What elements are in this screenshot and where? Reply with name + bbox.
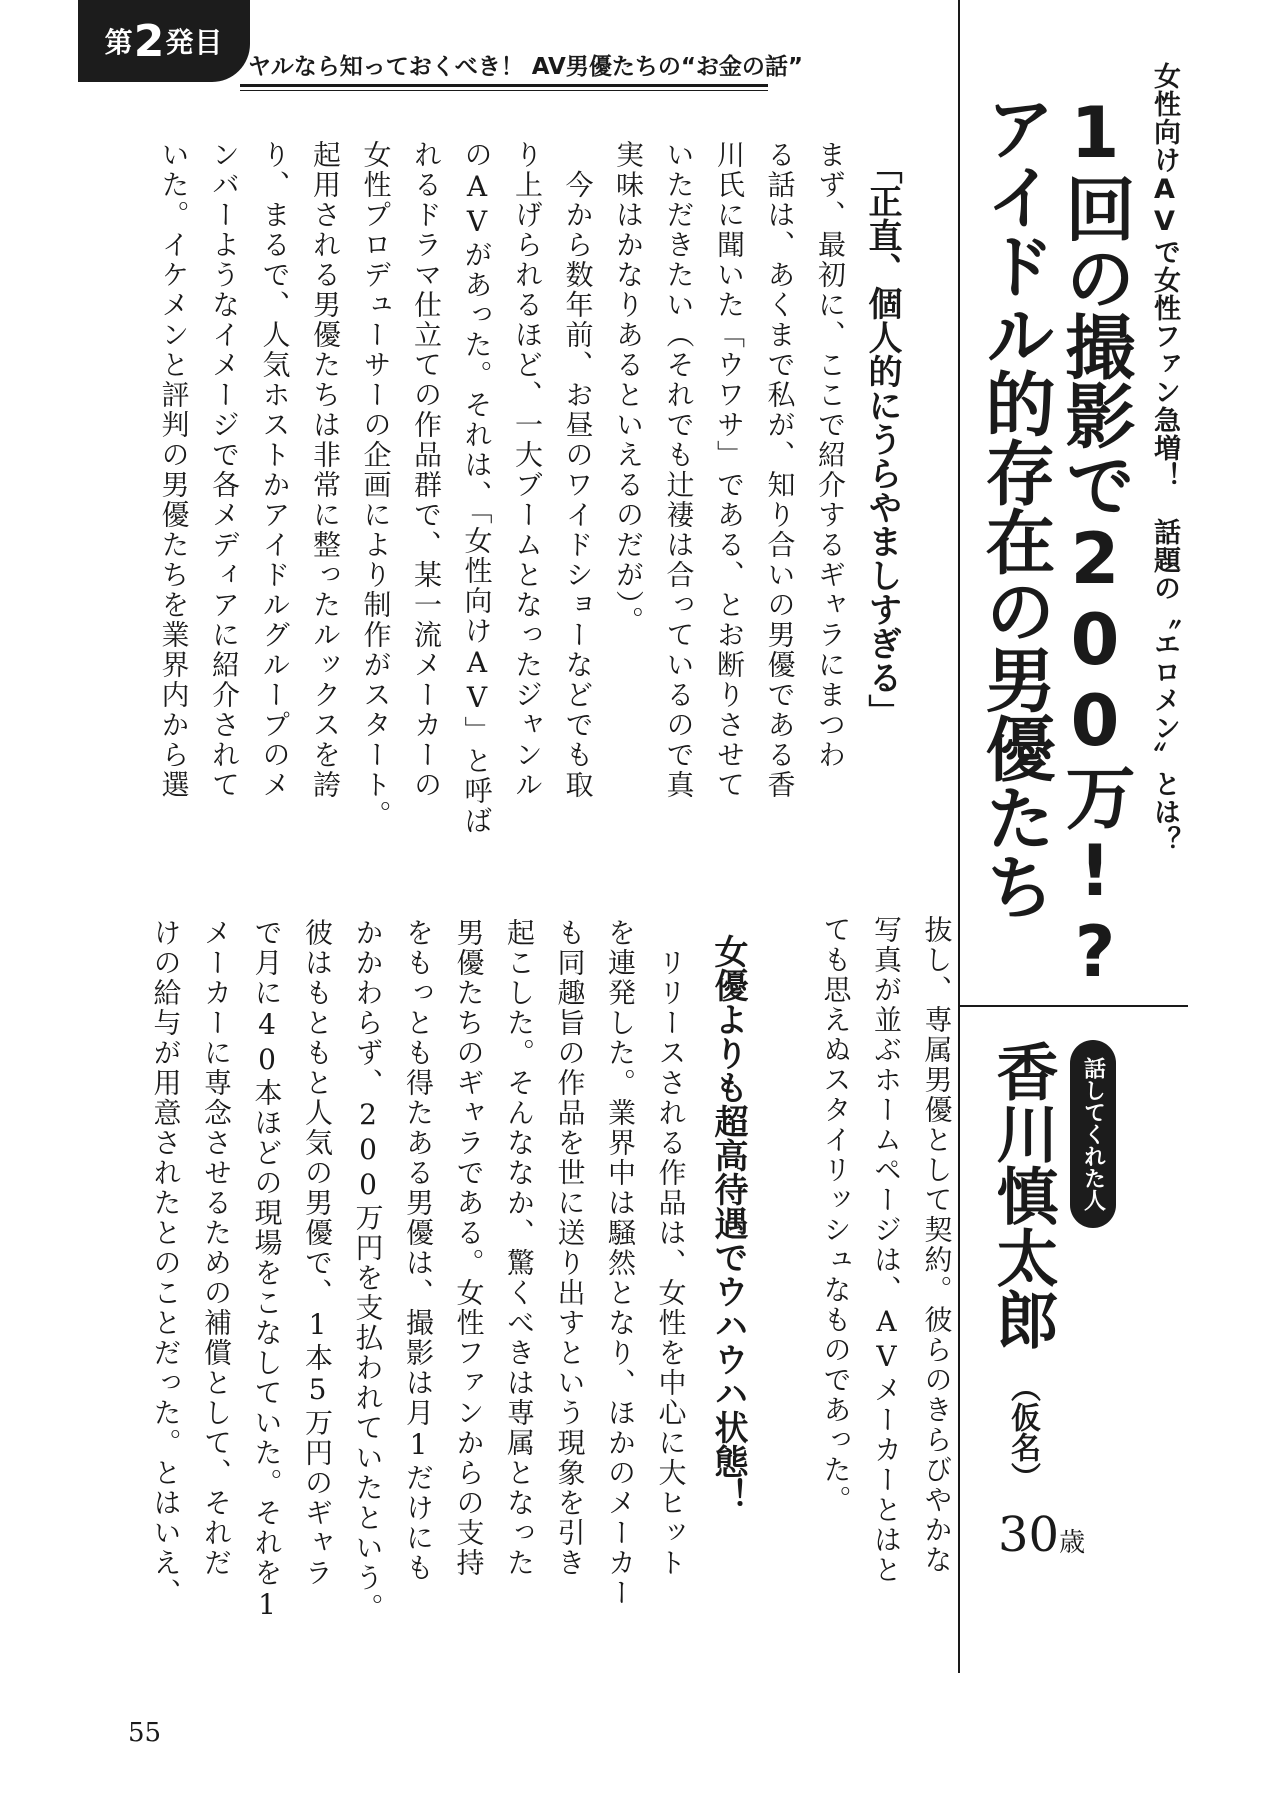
section-heading: 女優よりも超高待遇でウハウハ状態！: [708, 934, 748, 1512]
page-number: 55: [128, 1718, 162, 1748]
text-column: いた。イケメンと評判の男優たちを業界内から選: [157, 140, 191, 800]
text-column: る話は、あくまで私が、知り合いの男優である香: [763, 140, 797, 800]
header-rule-thin: [240, 90, 768, 91]
text-column: いただきたい（それでも辻褄は合っているので真: [662, 140, 696, 800]
text-column: 男優たちのギャラである。女性ファンからの支持: [452, 918, 486, 1578]
chapter-badge: [78, 0, 250, 82]
text-column: をもっとも得たある男優は、撮影は月1だけにも: [402, 918, 435, 1583]
article-title-line: 1回の撮影で200万!?: [1054, 92, 1136, 992]
text-column: 今から数年前、お昼のワイドショーなどでも取: [561, 140, 595, 800]
profile-name: 香川慎太郎: [986, 1040, 1059, 1350]
text-column: 写真が並ぶホームページは、AVメーカーとはと: [870, 915, 903, 1585]
chapter-badge-suffix: 発目: [165, 26, 224, 59]
text-column: 彼はもともと人気の男優で、1本5万円のギャラ: [301, 918, 334, 1588]
text-column: り、まるで、人気ホストかアイドルグループのメ: [258, 140, 292, 800]
article-body-bottom: [140, 918, 696, 1678]
text-column: で月に40本ほどの現場をこなしていた。それを1: [250, 918, 284, 1623]
text-column: メーカーに専念させるための補償として、それだ: [200, 918, 233, 1578]
profile-alias: （仮名）: [1005, 1372, 1040, 1492]
section-heading: 「正直、個人的にうらやましすぎる」: [862, 150, 902, 728]
text-column: まず、最初に、ここで紹介するギャラにまつわ: [814, 140, 847, 770]
text-column: を連発した。業界中は騒然となり、ほかのメーカー: [604, 918, 637, 1608]
text-column: のAVがあった。それは、「女性向けAV」と呼ば: [460, 140, 494, 836]
text-column: 抜し、専属男優として契約。彼らのきらびやかな: [920, 915, 954, 1575]
text-column: 女性プロデューサーの企画により制作がスタート。: [359, 140, 393, 830]
article-title: [975, 92, 1135, 992]
text-column: 実味はかなりあるといえるのだが）。: [612, 140, 645, 636]
text-column: リリースされる作品は、女性を中心に大ヒット: [654, 918, 688, 1578]
title-box-bottom-rule: [958, 1005, 1188, 1007]
chapter-badge-number: 2: [133, 15, 166, 67]
text-column: ンバーようなイメージで各メディアに紹介されて: [208, 140, 241, 800]
article-body-continued: [810, 915, 962, 1675]
article-body-top: [148, 140, 855, 880]
article-title-line: アイドル的存在の男優たち: [974, 92, 1056, 920]
profile-label: 話してくれた人: [1070, 1040, 1116, 1228]
text-column: 川氏に聞いた「ウワサ」である、とお断りさせて: [713, 140, 746, 800]
profile-age-unit: 歳: [1059, 1528, 1086, 1558]
profile-age-number: 30: [998, 1507, 1060, 1563]
text-column: けの給与が用意されたとのことだった。とはいえ、: [149, 918, 183, 1608]
text-column: れるドラマ仕立ての作品群で、某一流メーカーの: [410, 140, 443, 800]
header-rule: [240, 84, 768, 87]
text-column: かかわらず、200万円を支払われていたという。: [351, 918, 385, 1623]
text-column: 起こした。そんななか、驚くべきは専属となった: [503, 918, 536, 1578]
profile-age: [998, 1505, 1118, 1565]
title-box-divider: [958, 0, 960, 1005]
text-column: り上げられるほど、一大ブームとなったジャンル: [511, 140, 544, 800]
text-column: 起用される男優たちは非常に整ったルックスを誇: [309, 140, 342, 800]
chapter-title: ヤルなら知っておくべき！ AV男優たちの“お金の話”: [248, 53, 804, 80]
article-subtitle: 女性向けAVで女性ファン急増！ 話題の〝エロメン〟とは？: [1149, 62, 1180, 854]
text-column: ても思えぬスタイリッシュなものであった。: [819, 915, 853, 1515]
text-column: も同趣旨の作品を世に送り出すという現象を引き: [553, 918, 587, 1578]
chapter-badge-prefix: 第: [104, 26, 134, 59]
